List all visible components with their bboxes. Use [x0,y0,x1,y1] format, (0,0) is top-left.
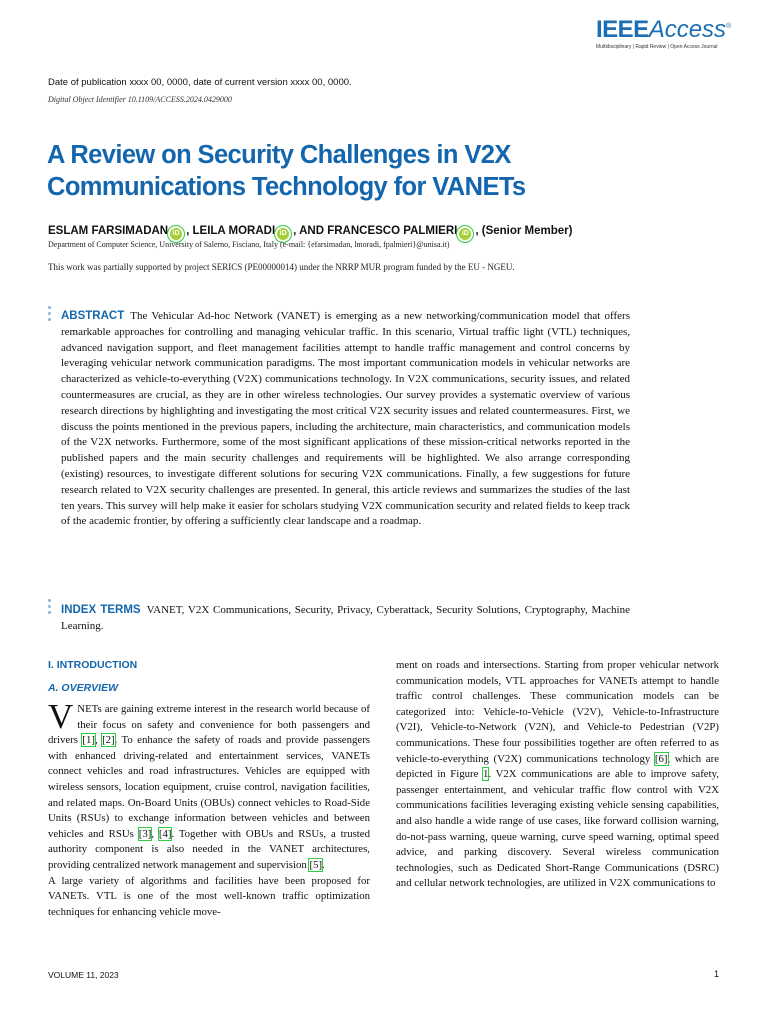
author-separator: , [186,225,193,237]
left-column [48,697,370,920]
orcid-icon[interactable]: iD [277,228,289,240]
logo-access: Access [648,16,727,43]
body-text: , [94,734,103,747]
publication-date-line: Date of publication xxxx 00, 0000, date of current version xxxx 00, 0000. [48,77,352,88]
drop-cap: V [48,697,74,736]
affiliation: Department of Computer Science, University of Salerno, Fisciano, Italy (e-mail: {efarsimadan, lmoradi, fpalmieri}@unisa.it) [48,240,450,249]
abstract-text: The Vehicular Ad-hoc Network (VANET) is emerging as a new networking/communication model that offers remarkable approaches for controlling and managing vehicular traffic. In this scenario, Virtual traffic light (VTL) techniques, advanced navigation support, and fleet management facilities attempt to handle traffic management and control concerns by leveraging vehicular network communication paradigms. The most important communication models in vehicular networks are characterized as vehicle-to-everything (V2X) communications technology. In V2X communications, security issues, and related countermeasures are crucial, as they are in other wireless technologies. Our survey provides a systematic overview of various research directions by highlighting and investigating the most critical V2X security issues and related countermeasures. First, we discuss the points mentioned in the previous papers, including the architecture, main characteristics, and communication models of the V2X networks. Furthermore, some of the most significant applications of these mission-critical networks reported in the published papers and the main security challenges and requirements will be highlighted. We also arrange corresponding (existing) resources, to investigate different solutions for securing V2X communications. Finally, a few suggestions for future research related to V2X security challenges are presented. In general, this article reviews and summarizes the studies of the last ten years. This survey will help make it easier for scholars studying V2X communication security and related fields to keep track of the academic frontier, by offering a sufficiently clear landscape and a roadmap. [61,310,630,528]
index-terms-text: VANET, V2X Communications, Security, Privacy, Cyberattack, Security Solutions, Cryptography, Machine Learning. [61,604,630,632]
abstract [61,309,630,530]
body-text: NETs are gaining extreme interest in the research world because of their focus on safety and convenience for both passengers and drivers [48,703,370,747]
intro-paragraph-1 [48,697,370,874]
logo-trademark: ® [726,23,732,30]
intro-paragraph-2: A large variety of algorithms and facilities have been proposed for VANETs. VTL is one of the most well-known traffic optimization techniques for enhancing vehicle move- [48,874,370,918]
subsection-heading: A. OVERVIEW [48,682,119,694]
citation-link[interactable]: [6] [654,752,668,765]
index-terms [61,602,630,634]
body-text: . [322,858,325,871]
body-text: ment on roads and intersections. Starting from proper vehicular network communication models, VTL approaches for VANETs attempt to handle traffic control challenges. These communication models can be categorized into: Vehicle-to-Vehicle (V2V), Vehicle-to-Infrastructure (V2I), Vehicle-to-Network (V2N), and Vehicle-to Pedestrian (V2P) communications. These four possibilities together are often referred to as vehicle-to-everything (V2X) communications technology [396,659,719,765]
body-text: , which are depicted in Figure [396,752,719,781]
citation-link[interactable]: [4] [158,827,172,840]
intro-paragraph-3 [396,658,719,892]
author-line [48,225,572,240]
orcid-icon[interactable]: iD [170,228,182,240]
right-column [396,658,719,892]
doi-line: Digital Object Identifier 10.1109/ACCESS.2024.0429000 [48,95,232,104]
index-terms-marker-icon [48,599,51,617]
body-text: . To enhance the safety of roads and provide passengers with enhanced driving-related and entertainment services, VANETs connect vehicles and road infrastructures. Vehicles are equipped with wireless sensors, location equipment, cruise control, navigation facilities, and related maps. On-Board Units (OBUs) connect vehicles to Road-Side Units (RSUs) to exchange information between vehicles and between vehicles and RSUs [48,734,370,840]
author-separator: , AND [293,225,328,237]
paper-title: A Review on Security Challenges in V2X Communications Technology for VANETs [47,141,526,201]
body-text: . V2X communications are able to improve safety, passenger entertainment, and vehicular traffic flow control with V2X communications facilities leveraging existing vehicle sensing capabilities, and also handle a wide range of use cases, like forward collision warning, do-not-pass warning, queue warning, curve speed warning, optimal speed advice, and parking discovery. Several wireless communication technologies, such as Dedicated Short-Range Communications (DSRC) and cellular network technologies, are utilized in V2X communications to [396,768,719,890]
citation-link[interactable]: [1] [82,734,95,747]
volume-footer: VOLUME 11, 2023 [48,970,119,980]
body-text: , [151,827,159,840]
section-heading: I. INTRODUCTION [48,659,138,671]
author-name: FRANCESCO PALMIERI [327,225,458,237]
logo-ieee: IEEE [596,16,649,43]
figure-link[interactable]: 1 [483,768,489,781]
journal-logo [596,14,732,50]
author-separator: , (Senior Member) [475,225,573,237]
orcid-icon[interactable]: iD [459,228,471,240]
body-text: . Together with OBUs and RSUs, a trusted authority component is also needed in the VANET architectures, providing centralized network management and supervision [48,827,370,871]
citation-link[interactable]: [3] [138,827,152,840]
abstract-marker-icon [48,306,51,324]
author-name: ESLAM FARSIMADAN [48,225,169,237]
logo-tagline: Multidisciplinary | Rapid Review | Open Access Journal [596,44,718,50]
funding-note: This work was partially supported by project SERICS (PE00000014) under the NRRP MUR program funded by the EU - NGEU. [48,262,515,272]
citation-link[interactable]: [5] [309,858,323,871]
index-terms-label: INDEX TERMS [61,604,141,616]
citation-link[interactable]: [2] [102,734,115,747]
abstract-label: ABSTRACT [61,310,125,322]
author-name: LEILA MORADI [192,225,276,237]
page-number: 1 [714,969,720,979]
